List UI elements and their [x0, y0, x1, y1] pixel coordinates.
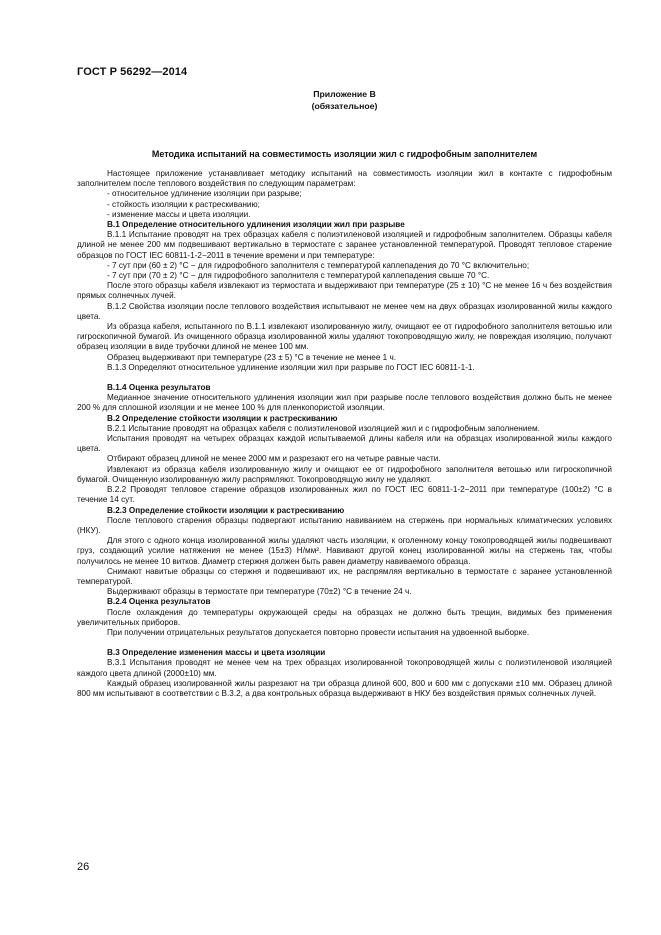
- paragraph: В.1.3 Определяют относительное удлинение изоляции жил при разрыве по ГОСТ IEC 60811-1-1.: [107, 362, 475, 372]
- document-header: ГОСТ Р 56292—2014: [77, 66, 188, 78]
- annex-heading: [77, 88, 612, 112]
- paragraph: Отбирают образец длиной не менее 2000 мм и разрезают его на четыре равные части.: [107, 454, 441, 464]
- paragraph: - 7 сут при (60 ± 2) °С − для гидрофобного заполнителя с температурой каплепадения до 70 °С включительно;: [107, 260, 530, 270]
- paragraph: - относительное удлинение изоляции при разрыве;: [107, 189, 302, 199]
- paragraph: В.1.1 Испытание проводят на трех образцах кабеля с полиэтиленовой изоляцией и гидрофобным заполнителем. Образцы кабеля длиной не менее 200 мм подвешивают вертикально в термостате с заранее установленной температурой. Проводят тепловое старение образцов по ГОСТ IEC 60811-1-2−2011 в течение времени и при температуре:: [77, 230, 612, 260]
- paragraph: В.2.1 Испытание проводят на образцах кабеля с полиэтиленовой изоляцией жил и с гидрофобным заполнением.: [107, 423, 540, 433]
- paragraph: После охлаждения до температуры окружающей среды на образцах не должно быть трещин, видимых без применения увеличительных приборов.: [77, 607, 612, 627]
- section-heading: В.1.4 Оценка результатов: [107, 383, 211, 393]
- annex-status: (обязательное): [311, 101, 378, 111]
- paragraph: - 7 сут при (70 ± 2) °С − для гидрофобного заполнителя с температурой каплепадения свыше 70 °С.: [107, 271, 490, 281]
- method-title: Методика испытаний на совместимость изоляции жил с гидрофобным заполнителем: [151, 149, 538, 159]
- paragraph: Настоящее приложение устанавливает методику испытаний на совместимость изоляции жил в контакте с гидрофобным заполнителем после теплового воздействия по следующим параметрам:: [77, 169, 612, 189]
- paragraph: В.1.2 Свойства изоляции после теплового воздействия испытывают не менее чем на двух образцах изолированной жилы каждого цвета.: [77, 301, 612, 321]
- paragraph: Образец выдерживают при температуре (23 ± 5) °С в течение не менее 1 ч.: [107, 352, 397, 362]
- paragraph: Извлекают из образца кабеля изолированную жилу и очищают ее от гидрофобного заполнителя ветошью или гигроскопичной бумагой. Очищенную изолированную жилу распрямляют. Токопроводящую жилу не удаляют.: [77, 464, 612, 484]
- paragraph: Из образца кабеля, испытанного по В.1.1 извлекают изолированную жилу, очищают ее от гидрофобного заполнителя ветошью или гигроскопичной бумагой. Из очищенного образца изолированной жилы удаляют токопроводящую жилу, не повреждая изоляцию, получают образец изоляции в виде трубочки длиной не менее 100 мм.: [77, 322, 612, 352]
- paragraph: Для этого с одного конца изолированной жилы удаляют часть изоляции, к оголенному концу токопроводящей жилы подвешивают груз, создающий усилие натяжения не менее (15±3) Н/мм². Навивают другой конец изолированной жилы на стержень так, чтобы получилось не менее 10 витков. Диаметр стержня должен быть равен диаметру навиваемого образца.: [77, 536, 612, 566]
- paragraph: Медианное значение относительного удлинения изоляции жил при разрыве после теплового воздействия должно быть не менее 200 % для сплошной изоляции и не менее 100 % для пленкопористой изоляции.: [77, 393, 612, 413]
- paragraph: - стойкость изоляции к растрескиванию;: [107, 199, 260, 209]
- section-heading: В.2.4 Оценка результатов: [107, 597, 211, 607]
- paragraph: В.2.2 Проводят тепловое старение образцов изолированных жил по ГОСТ IEC 60811-1-2−2011 при температуре (100±2) °С в течение 14 сут.: [77, 485, 612, 505]
- section-heading: В.3 Определение изменения массы и цвета изоляции: [107, 648, 326, 658]
- paragraph: После этого образцы кабеля извлекают из термостата и выдерживают при температуре (25 ± 10) °С не менее 16 ч без воздействия прямых солнечных лучей.: [77, 281, 612, 301]
- document-body: [77, 169, 612, 699]
- annex-title: Приложение В: [313, 89, 376, 99]
- paragraph: После теплового старения образцы подвергают испытанию навиванием на стержень при нормальных климатических условиях (НКУ).: [77, 515, 612, 535]
- paragraph: При получении отрицательных результатов допускается повторно провести испытания на удвоенной выборке.: [107, 627, 530, 637]
- section-heading: В.2 Определение стойкости изоляции к растрескиванию: [107, 413, 338, 423]
- paragraph: Каждый образец изолированной жилы разрезают на три образца длиной 600, 800 и 600 мм с допусками ±10 мм. Образец длиной 800 мм испытывают в соответствии с В.3.2, а два контрольных образца выдерживают в НКУ без воздействия прямых солнечных лучей.: [77, 678, 612, 698]
- paragraph: Снимают навитые образцы со стержня и подвешивают их, не распрямляя вертикально в термостате с заранее установленной температурой.: [77, 566, 612, 586]
- paragraph: - изменение массы и цвета изоляции.: [107, 209, 251, 219]
- paragraph: В.3.1 Испытания проводят не менее чем на трех образцах изолированной токопроводящей жилы с полиэтиленовой изоляцией каждого цвета длиной (2000±10) мм.: [77, 658, 612, 678]
- paragraph: Испытания проводят на четырех образцах каждой испытываемой длины кабеля или на образцах изолированной жилы каждого цвета.: [77, 434, 612, 454]
- paragraph: Выдерживают образцы в термостате при температуре (70±2) °С в течение 24 ч.: [107, 587, 412, 597]
- page-number: 26: [77, 861, 90, 873]
- section-heading: В.1 Определение относительного удлинения изоляции жил при разрыве: [107, 220, 405, 230]
- section-heading: В.2.3 Определение стойкости изоляции к растрескиванию: [107, 505, 345, 515]
